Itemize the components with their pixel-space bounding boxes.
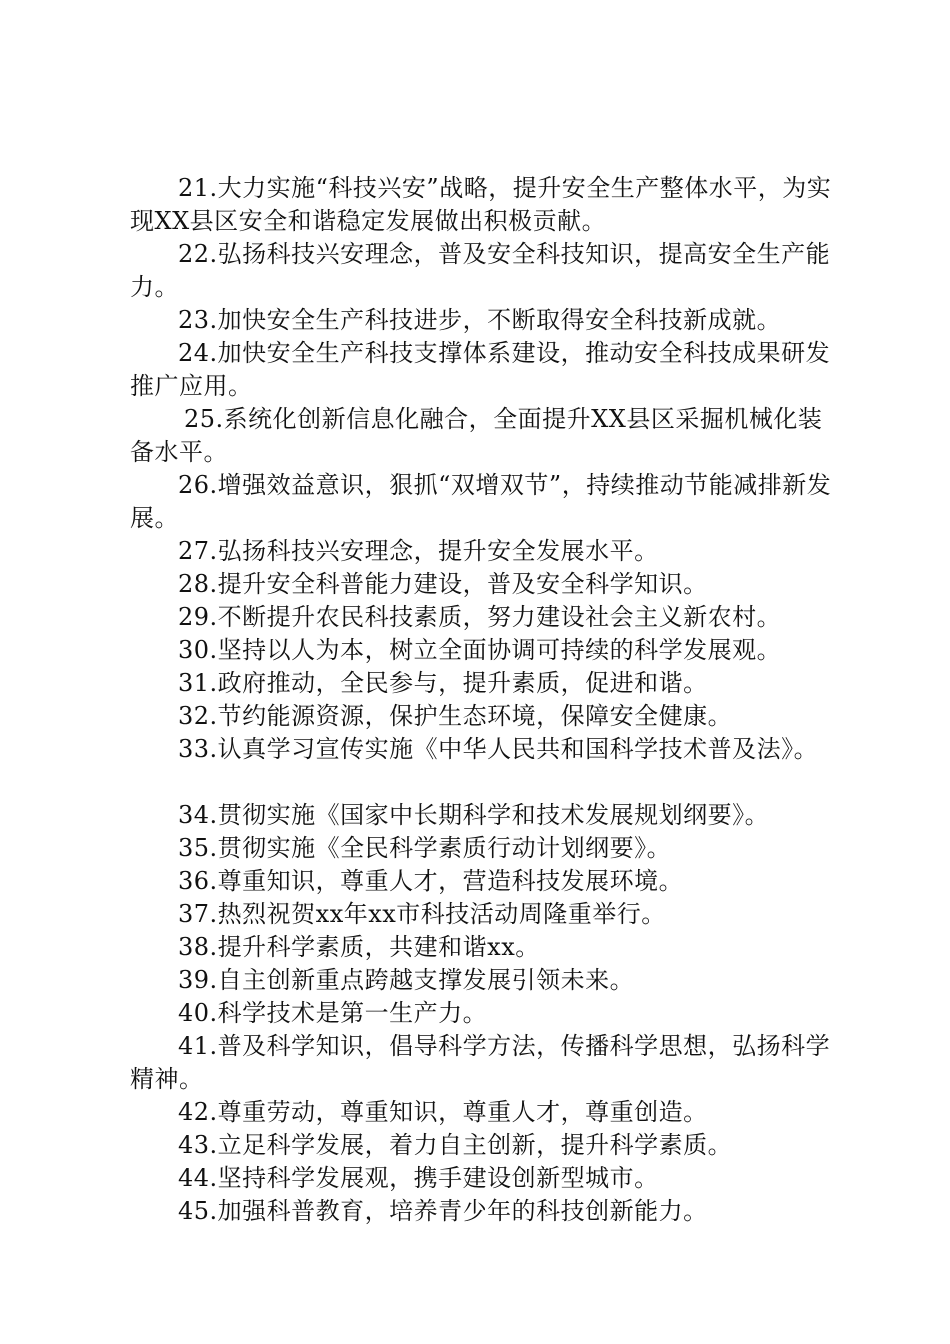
list-item: 39.自主创新重点跨越支撑发展引领未来。 — [178, 966, 635, 994]
list-item: 25.系统化创新信息化融合，全面提升XX县区采掘机械化装备水平。 — [130, 405, 823, 466]
list-item: 38.提升科学素质，共建和谐xx。 — [178, 933, 540, 961]
list-item: 34.贯彻实施《国家中长期科学和技术发展规划纲要》。 — [178, 801, 770, 829]
list-item: 45.加强科普教育，培养青少年的科技创新能力。 — [178, 1197, 708, 1225]
list-item: 40.科学技术是第一生产力。 — [178, 999, 488, 1027]
list-item: 43.立足科学发展，着力自主创新，提升科学素质。 — [178, 1131, 733, 1159]
list-item: 23.加快安全生产科技进步，不断取得安全科技新成就。 — [178, 306, 782, 334]
slogan-list — [130, 172, 845, 1228]
list-item: 27.弘扬科技兴安理念，提升安全发展水平。 — [178, 537, 659, 565]
list-item: 26.增强效益意识，狠抓“双增双节”，持续推动节能减排新发展。 — [130, 471, 832, 532]
list-item: 31.政府推动，全民参与，提升素质，促进和谐。 — [178, 669, 708, 697]
list-item: 21.大力实施“科技兴安”战略，提升安全生产整体水平，为实现XX县区安全和谐稳定发展做出积极贡献。 — [130, 174, 832, 235]
list-item: 33.认真学习宣传实施《中华人民共和国科学技术普及法》。 — [178, 735, 819, 763]
list-item: 28.提升安全科普能力建设，普及安全科学知识。 — [178, 570, 708, 598]
list-item: 44.坚持科学发展观，携手建设创新型城市。 — [178, 1164, 659, 1192]
list-item: 24.加快安全生产科技支撑体系建设，推动安全科技成果研发推广应用。 — [130, 339, 831, 400]
list-item: 30.坚持以人为本，树立全面协调可持续的科学发展观。 — [178, 636, 782, 664]
list-item: 41.普及科学知识，倡导科学方法，传播科学思想，弘扬科学精神。 — [130, 1032, 831, 1093]
list-item: 37.热烈祝贺xx年xx市科技活动周隆重举行。 — [178, 900, 666, 928]
list-item: 36.尊重知识，尊重人才，营造科技发展环境。 — [178, 867, 684, 895]
list-item: 42.尊重劳动，尊重知识，尊重人才，尊重创造。 — [178, 1098, 708, 1126]
list-item: 22.弘扬科技兴安理念，普及安全科技知识，提高安全生产能力。 — [130, 240, 831, 301]
list-item: 29.不断提升农民科技素质，努力建设社会主义新农村。 — [178, 603, 782, 631]
list-item: 35.贯彻实施《全民科学素质行动计划纲要》。 — [178, 834, 672, 862]
list-item: 32.节约能源资源，保护生态环境，保障安全健康。 — [178, 702, 733, 730]
